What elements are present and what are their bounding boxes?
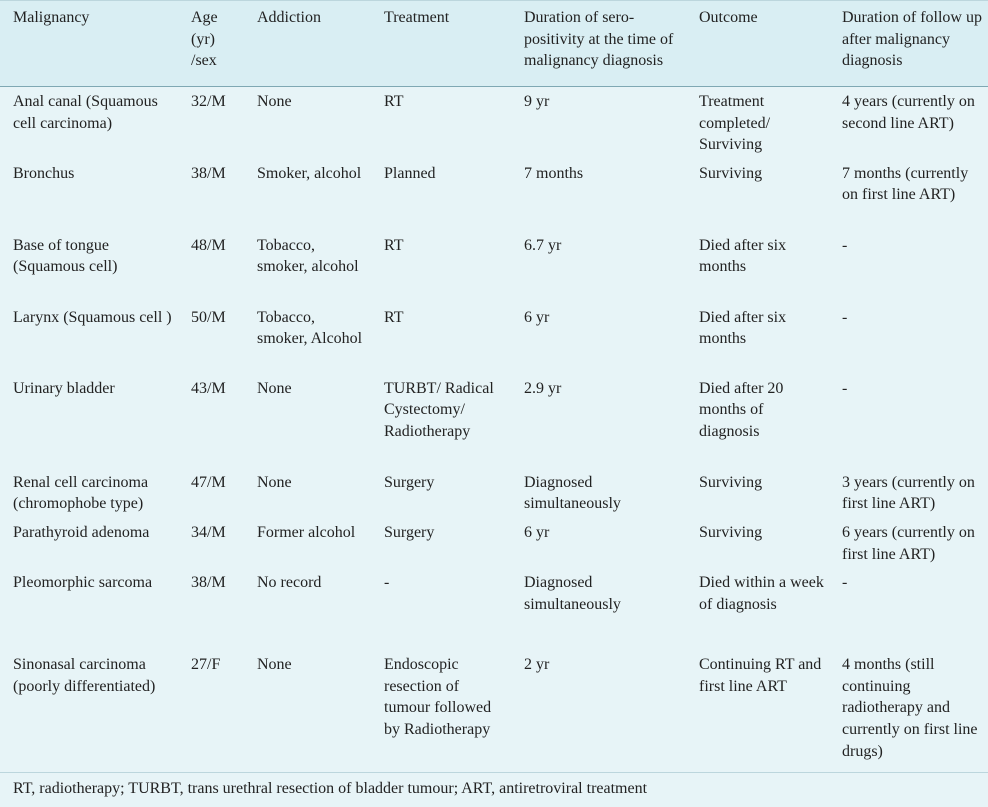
table-row: [0, 568, 988, 650]
cell-age-sex: 32/M: [191, 93, 226, 110]
cell-outcome: Surviving: [699, 473, 763, 491]
cell-malignancy: Pleomorphic sarcoma: [13, 574, 153, 592]
table-row: [0, 87, 988, 159]
cell-treatment: RT: [384, 93, 404, 110]
cell-outcome: Died after six months: [699, 308, 787, 348]
cell-addiction: None: [257, 93, 292, 110]
cell-addiction: Smoker, alcohol: [257, 164, 362, 182]
table-row: [0, 374, 988, 468]
header-malignancy: Malignancy: [0, 1, 178, 87]
cell-treatment: RT: [384, 308, 404, 326]
table-row: [0, 518, 988, 568]
table-footnote: RT, radiotherapy; TURBT, trans urethral resection of bladder tumour; ART, antiretroviral treatment: [0, 772, 988, 807]
table-body: [0, 87, 988, 766]
cell-outcome: Died within a week of diagnosis: [699, 574, 824, 613]
cell-malignancy: Sinonasal carcinoma (poorly differentiated): [13, 656, 156, 695]
cell-follow-up-duration: 4 years (currently on second line ART): [842, 93, 975, 132]
cell-treatment: RT: [384, 236, 404, 254]
cell-seropositivity-duration: 6 yr: [524, 523, 550, 541]
cell-follow-up-duration: 6 years (currently on first line ART): [842, 523, 975, 563]
cell-outcome: Died after 20 months of diagnosis: [699, 379, 784, 440]
cell-seropositivity-duration: 2 yr: [524, 656, 550, 674]
header-follow-up-duration: Duration of follow up after malignancy diagnosis: [829, 1, 988, 87]
cell-malignancy: Renal cell carcinoma (chromophobe type): [13, 473, 149, 513]
cell-treatment: -: [384, 574, 390, 592]
cell-seropositivity-duration: Diagnosed simultaneously: [524, 574, 621, 613]
cell-treatment: Surgery: [384, 473, 435, 491]
cell-follow-up-duration: -: [842, 379, 848, 397]
cell-follow-up-duration: 4 months (still continuing radiotherapy and currently on first line drugs): [842, 656, 978, 760]
cell-addiction: None: [257, 379, 292, 397]
table-row: [0, 231, 988, 303]
cell-outcome: Treatment completed/ Surviving: [699, 93, 771, 154]
cell-seropositivity-duration: 6.7 yr: [524, 236, 562, 254]
cell-age-sex: 27/F: [191, 656, 221, 674]
cell-age-sex: 38/M: [191, 164, 226, 182]
cell-malignancy: Anal canal (Squamous cell carcinoma): [13, 93, 158, 132]
cell-malignancy: Parathyroid adenoma: [13, 523, 150, 541]
cell-treatment: Endoscopic resection of tumour followed by Radiotherapy: [384, 656, 492, 738]
cell-addiction: Former alcohol: [257, 523, 356, 541]
table-row: [0, 159, 988, 231]
cell-addiction: No record: [257, 574, 322, 592]
cell-seropositivity-duration: 7 months: [524, 164, 584, 182]
cell-follow-up-duration: -: [842, 308, 848, 326]
cell-follow-up-duration: -: [842, 574, 848, 592]
cell-outcome: Surviving: [699, 164, 763, 182]
cell-addiction: None: [257, 473, 292, 491]
cell-treatment: Planned: [384, 164, 436, 182]
cell-treatment: TURBT/ Radical Cystectomy/ Radiotherapy: [384, 379, 494, 440]
table-row: [0, 303, 988, 374]
cell-seropositivity-duration: 6 yr: [524, 308, 550, 326]
table-row: [0, 468, 988, 518]
cell-age-sex: 47/M: [191, 473, 226, 491]
cell-malignancy: Urinary bladder: [13, 379, 115, 397]
header-addiction: Addiction: [244, 1, 371, 87]
cell-seropositivity-duration: Diagnosed simultaneously: [524, 473, 621, 513]
table-row: [0, 650, 988, 765]
cell-age-sex: 34/M: [191, 523, 226, 541]
cell-treatment: Surgery: [384, 523, 435, 541]
header-outcome: Outcome: [686, 1, 829, 87]
cell-outcome: Continuing RT and first line ART: [699, 656, 822, 695]
header-row: [0, 1, 988, 87]
cell-age-sex: 43/M: [191, 379, 226, 397]
cell-follow-up-duration: 7 months (currently on first line ART): [842, 164, 969, 204]
cell-addiction: None: [257, 656, 292, 674]
cell-follow-up-duration: 3 years (currently on first line ART): [842, 473, 975, 513]
cell-addiction: Tobacco, smoker, alcohol: [257, 236, 359, 276]
cell-addiction: Tobacco, smoker, Alcohol: [257, 308, 363, 348]
cell-seropositivity-duration: 2.9 yr: [524, 379, 562, 397]
cell-malignancy: Bronchus: [13, 164, 75, 182]
cell-malignancy: Larynx (Squamous cell ): [13, 308, 172, 326]
cell-outcome: Died after six months: [699, 236, 787, 276]
cell-malignancy: Base of tongue (Squamous cell): [13, 236, 118, 276]
header-age-sex: Age (yr) /sex: [178, 1, 244, 87]
cell-age-sex: 38/M: [191, 574, 226, 592]
header-seropositivity-duration: Duration of sero-positivity at the time of malignancy diagnosis: [511, 1, 686, 87]
cell-outcome: Surviving: [699, 523, 763, 541]
cell-age-sex: 50/M: [191, 308, 226, 326]
cell-seropositivity-duration: 9 yr: [524, 93, 550, 110]
cell-follow-up-duration: -: [842, 236, 848, 254]
header-treatment: Treatment: [371, 1, 511, 87]
cell-age-sex: 48/M: [191, 236, 226, 254]
